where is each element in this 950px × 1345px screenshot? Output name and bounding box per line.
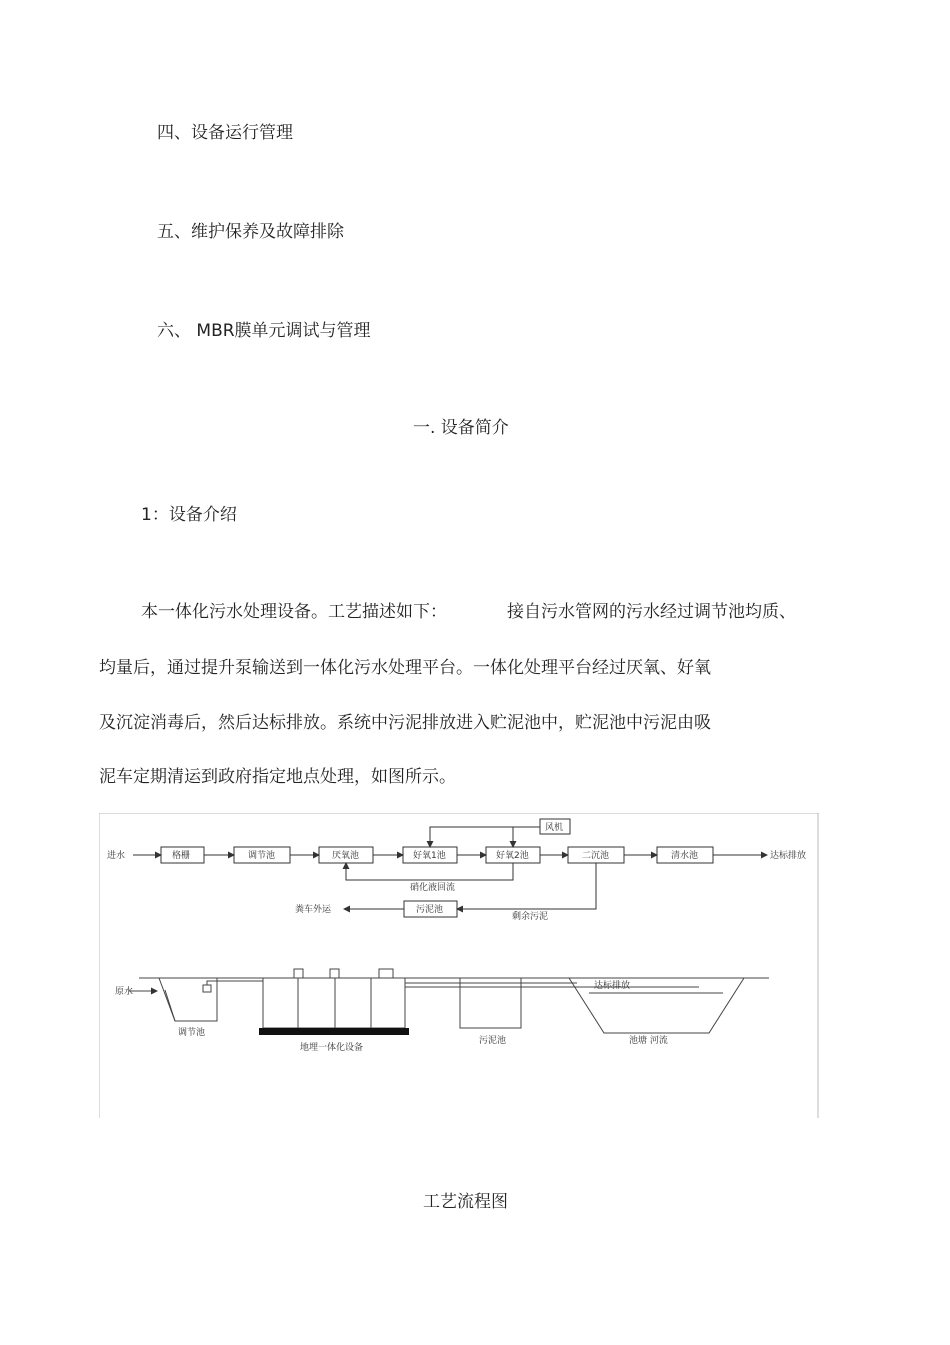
flow-truck: 粪车外运	[295, 905, 332, 915]
section-raw: 原水	[115, 987, 134, 997]
body-line-1b: 接自污水管网的污水经过调节池均质、	[507, 602, 796, 622]
section-sludge: 污泥池	[479, 1036, 507, 1046]
body-line-3: 及沉淀消毒后，然后达标排放。系统中污泥排放进入贮泥池中，贮泥池中污泥由吸	[99, 713, 711, 733]
flow-secondary: 二沉池	[582, 851, 610, 861]
toc-item-6: 六、 MBR膜单元调试与管理	[157, 321, 371, 341]
toc-item-5: 五、维护保养及故障排除	[157, 222, 344, 242]
ground-hatch	[259, 1028, 409, 1035]
flow-clear: 清水池	[671, 851, 699, 861]
section-subtitle: 1：设备介绍	[141, 505, 237, 525]
flow-aerobic2: 好氧2池	[496, 851, 529, 861]
flow-screen: 格栅	[172, 851, 191, 861]
flow-recycle: 硝化液回流	[410, 883, 456, 893]
section-discharge: 达标排放	[594, 981, 631, 991]
flow-sludge-tank: 污泥池	[416, 905, 444, 915]
flow-equalization: 调节池	[248, 851, 276, 861]
flow-inlet: 进水	[107, 851, 126, 861]
flow-excess: 剩余污泥	[512, 912, 549, 922]
flow-blower: 风机	[545, 823, 564, 833]
section-equalization: 调节池	[178, 1028, 206, 1038]
flow-anoxic: 厌氧池	[332, 851, 360, 861]
section-river: 池塘 河流	[629, 1036, 668, 1046]
body-line-1a: 本一体化污水处理设备。工艺描述如下：	[141, 602, 447, 622]
section-buried: 地埋一体化设备	[300, 1043, 364, 1053]
section-title: 一. 设备简介	[413, 418, 509, 438]
figure-caption: 工艺流程图	[423, 1192, 508, 1212]
flow-discharge: 达标排放	[770, 851, 807, 861]
toc-item-4: 四、设备运行管理	[157, 123, 293, 143]
process-flow-figure	[99, 813, 819, 1118]
flow-aerobic1: 好氧1池	[413, 851, 446, 861]
body-line-4: 泥车定期清运到政府指定地点处理，如图所示。	[99, 767, 456, 787]
body-line-2: 均量后，通过提升泵输送到一体化污水处理平台。一体化处理平台经过厌氧、好氧	[99, 658, 711, 678]
